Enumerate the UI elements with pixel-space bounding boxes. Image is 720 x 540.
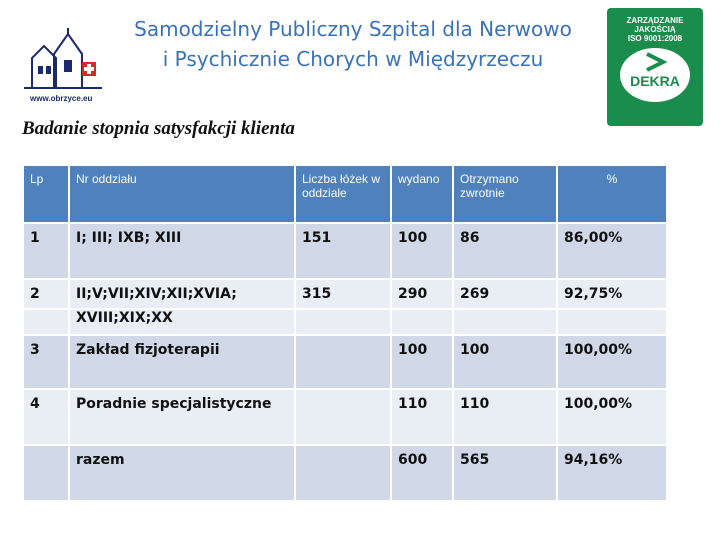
cell-lp: 2 — [23, 279, 69, 309]
satisfaction-table — [22, 164, 668, 502]
title-line-2: i Psychicznie Chorych w Międzyrzeczu — [162, 47, 544, 71]
cell-ward: II;V;VII;XIV;XII;XVIA; — [69, 279, 295, 309]
page-title — [88, 14, 618, 74]
dekra-seal — [620, 48, 690, 102]
cell-issued: 290 — [391, 279, 453, 309]
iso-certification-badge — [607, 8, 703, 126]
cell-beds — [295, 389, 391, 445]
cell-ward: XVIII;XIX;XX — [69, 309, 295, 335]
cell-beds — [295, 445, 391, 501]
header-issued: wydano — [391, 165, 453, 223]
badge-line-3: ISO 9001:2008 — [627, 34, 683, 43]
dekra-brand: DEKRA — [630, 73, 680, 89]
dekra-arrow-icon — [620, 48, 690, 74]
table-row — [23, 389, 667, 445]
cell-beds: 151 — [295, 223, 391, 279]
cell-returned — [453, 309, 557, 335]
cell-percent: 94,16% — [557, 445, 667, 501]
cell-percent: 100,00% — [557, 335, 667, 389]
title-line-1: Samodzielny Publiczny Szpital dla Nerwowo — [134, 17, 572, 41]
header-percent: % — [557, 165, 667, 223]
cell-returned: 269 — [453, 279, 557, 309]
cell-percent: 86,00% — [557, 223, 667, 279]
building-icon — [24, 28, 102, 94]
cell-ward: I; III; IXB; XIII — [69, 223, 295, 279]
hospital-logo — [24, 28, 102, 108]
logo-url: www.obrzyce.eu — [30, 94, 93, 103]
cell-beds — [295, 335, 391, 389]
section-subtitle: Badanie stopnia satysfakcji klienta — [22, 118, 295, 139]
badge-line-2: JAKOŚCIĄ — [634, 25, 676, 34]
cell-lp: 3 — [23, 335, 69, 389]
cell-returned: 565 — [453, 445, 557, 501]
table-row-total — [23, 445, 667, 501]
header-bed-count: Liczba łóżek w oddziale — [295, 165, 391, 223]
cell-returned: 110 — [453, 389, 557, 445]
cell-total-label: razem — [69, 445, 295, 501]
table-row — [23, 309, 667, 335]
cell-issued — [391, 309, 453, 335]
header-ward-number: Nr oddziału — [69, 165, 295, 223]
cell-lp — [23, 445, 69, 501]
cell-percent — [557, 309, 667, 335]
cell-issued: 600 — [391, 445, 453, 501]
cell-lp: 4 — [23, 389, 69, 445]
cell-returned: 86 — [453, 223, 557, 279]
cell-lp: 1 — [23, 223, 69, 279]
cell-beds: 315 — [295, 279, 391, 309]
table-row — [23, 223, 667, 279]
cell-issued: 110 — [391, 389, 453, 445]
table-row — [23, 279, 667, 309]
cell-returned: 100 — [453, 335, 557, 389]
table-header-row — [23, 165, 667, 223]
header-returned: Otrzymano zwrotnie — [453, 165, 557, 223]
cell-issued: 100 — [391, 223, 453, 279]
cell-beds — [295, 309, 391, 335]
cell-issued: 100 — [391, 335, 453, 389]
badge-line-1: ZARZĄDZANIE — [626, 16, 684, 25]
header-lp: Lp — [23, 165, 69, 223]
cell-ward: Zakład fizjoterapii — [69, 335, 295, 389]
cell-percent: 92,75% — [557, 279, 667, 309]
cell-lp — [23, 309, 69, 335]
cell-ward: Poradnie specjalistyczne — [69, 389, 295, 445]
cell-percent: 100,00% — [557, 389, 667, 445]
table-row — [23, 335, 667, 389]
